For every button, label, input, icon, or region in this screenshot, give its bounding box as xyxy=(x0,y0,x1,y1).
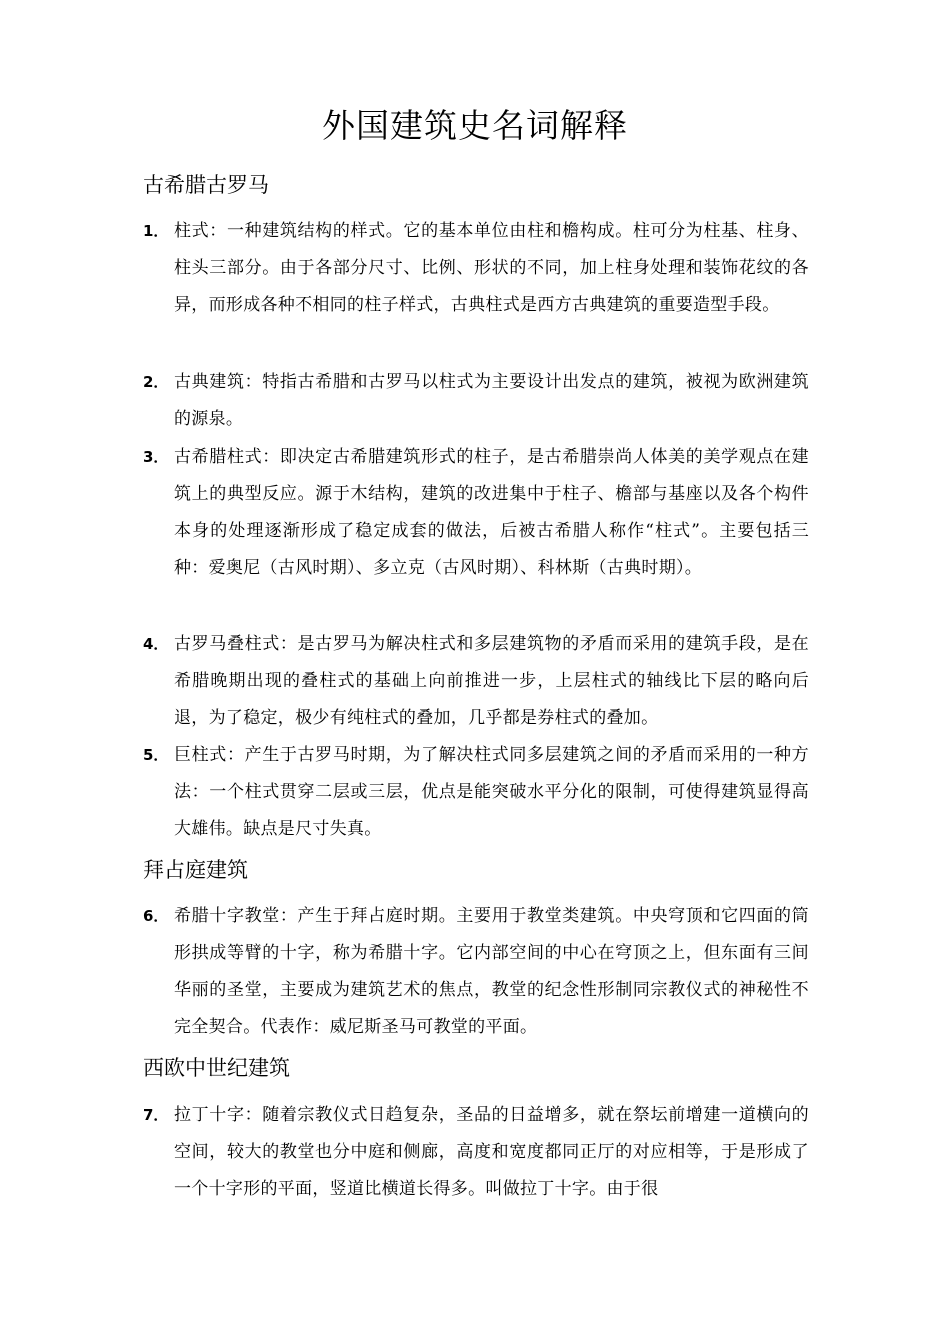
page-title: 外国建筑史名词解释 xyxy=(322,106,628,145)
list-item-text: 巨柱式：产生于古罗马时期，为了解决柱式同多层建筑之间的矛盾而采用的一种方法：一个柱式贯穿二层或三层，优点是能突破水平分化的限制，可使得建筑显得高大雄伟。缺点是尺寸失真。 xyxy=(174,745,809,839)
list-item xyxy=(143,364,809,438)
list-item xyxy=(143,626,809,737)
list-item xyxy=(143,213,809,324)
section-heading-medieval: 西欧中世纪建筑 xyxy=(143,1056,290,1080)
list-item xyxy=(143,898,809,1046)
list-item-number: 3． xyxy=(143,448,169,466)
list-item-text: 拉丁十字：随着宗教仪式日趋复杂，圣品的日益增多，就在祭坛前增建一道横向的空间，较大的教堂也分中庭和侧廊，高度和宽度都同正厅的对应相等，于是形成了一个十字形的平面，竖道比横道长得多。叫做拉丁十字。由于很 xyxy=(174,1105,809,1199)
list-item xyxy=(143,439,809,587)
list-item-number: 2． xyxy=(143,373,169,391)
list-item xyxy=(143,737,809,848)
list-item-text: 希腊十字教堂：产生于拜占庭时期。主要用于教堂类建筑。中央穹顶和它四面的筒形拱成等臂的十字，称为希腊十字。它内部空间的中心在穹顶之上，但东面有三间华丽的圣堂，主要成为建筑艺术的焦点，教堂的纪念性形制同宗教仪式的神秘性不完全契合。代表作：威尼斯圣马可教堂的平面。 xyxy=(174,906,809,1037)
list-item-number: 5． xyxy=(143,746,169,764)
section-heading-byzantine: 拜占庭建筑 xyxy=(143,858,248,882)
list-item xyxy=(143,1097,809,1208)
section-heading-greece-rome: 古希腊古罗马 xyxy=(143,173,269,197)
list-item-number: 1． xyxy=(143,222,169,240)
list-item-number: 4． xyxy=(143,635,169,653)
list-item-number: 7． xyxy=(143,1106,169,1124)
list-item-text: 古希腊柱式：即决定古希腊建筑形式的柱子，是古希腊崇尚人体美的美学观点在建筑上的典型反应。源于木结构，建筑的改进集中于柱子、檐部与基座以及各个构件本身的处理逐渐形成了稳定成套的做法，后被古希腊人称作“柱式”。主要包括三种：爱奥尼（古风时期）、多立克（古风时期）、科林斯（古典时期）。 xyxy=(174,447,809,578)
list-item-text: 柱式：一种建筑结构的样式。它的基本单位由柱和檐构成。柱可分为柱基、柱身、柱头三部分。由于各部分尺寸、比例、形状的不同，加上柱身处理和装饰花纹的各异，而形成各种不相同的柱子样式，古典柱式是西方古典建筑的重要造型手段。 xyxy=(174,221,809,315)
list-item-number: 6． xyxy=(143,907,169,925)
list-item-text: 古罗马叠柱式：是古罗马为解决柱式和多层建筑物的矛盾而采用的建筑手段，是在希腊晚期出现的叠柱式的基础上向前推进一步，上层柱式的轴线比下层的略向后退，为了稳定，极少有纯柱式的叠加，几乎都是券柱式的叠加。 xyxy=(174,634,809,728)
list-item-text: 古典建筑：特指古希腊和古罗马以柱式为主要设计出发点的建筑，被视为欧洲建筑的源泉。 xyxy=(174,372,809,429)
